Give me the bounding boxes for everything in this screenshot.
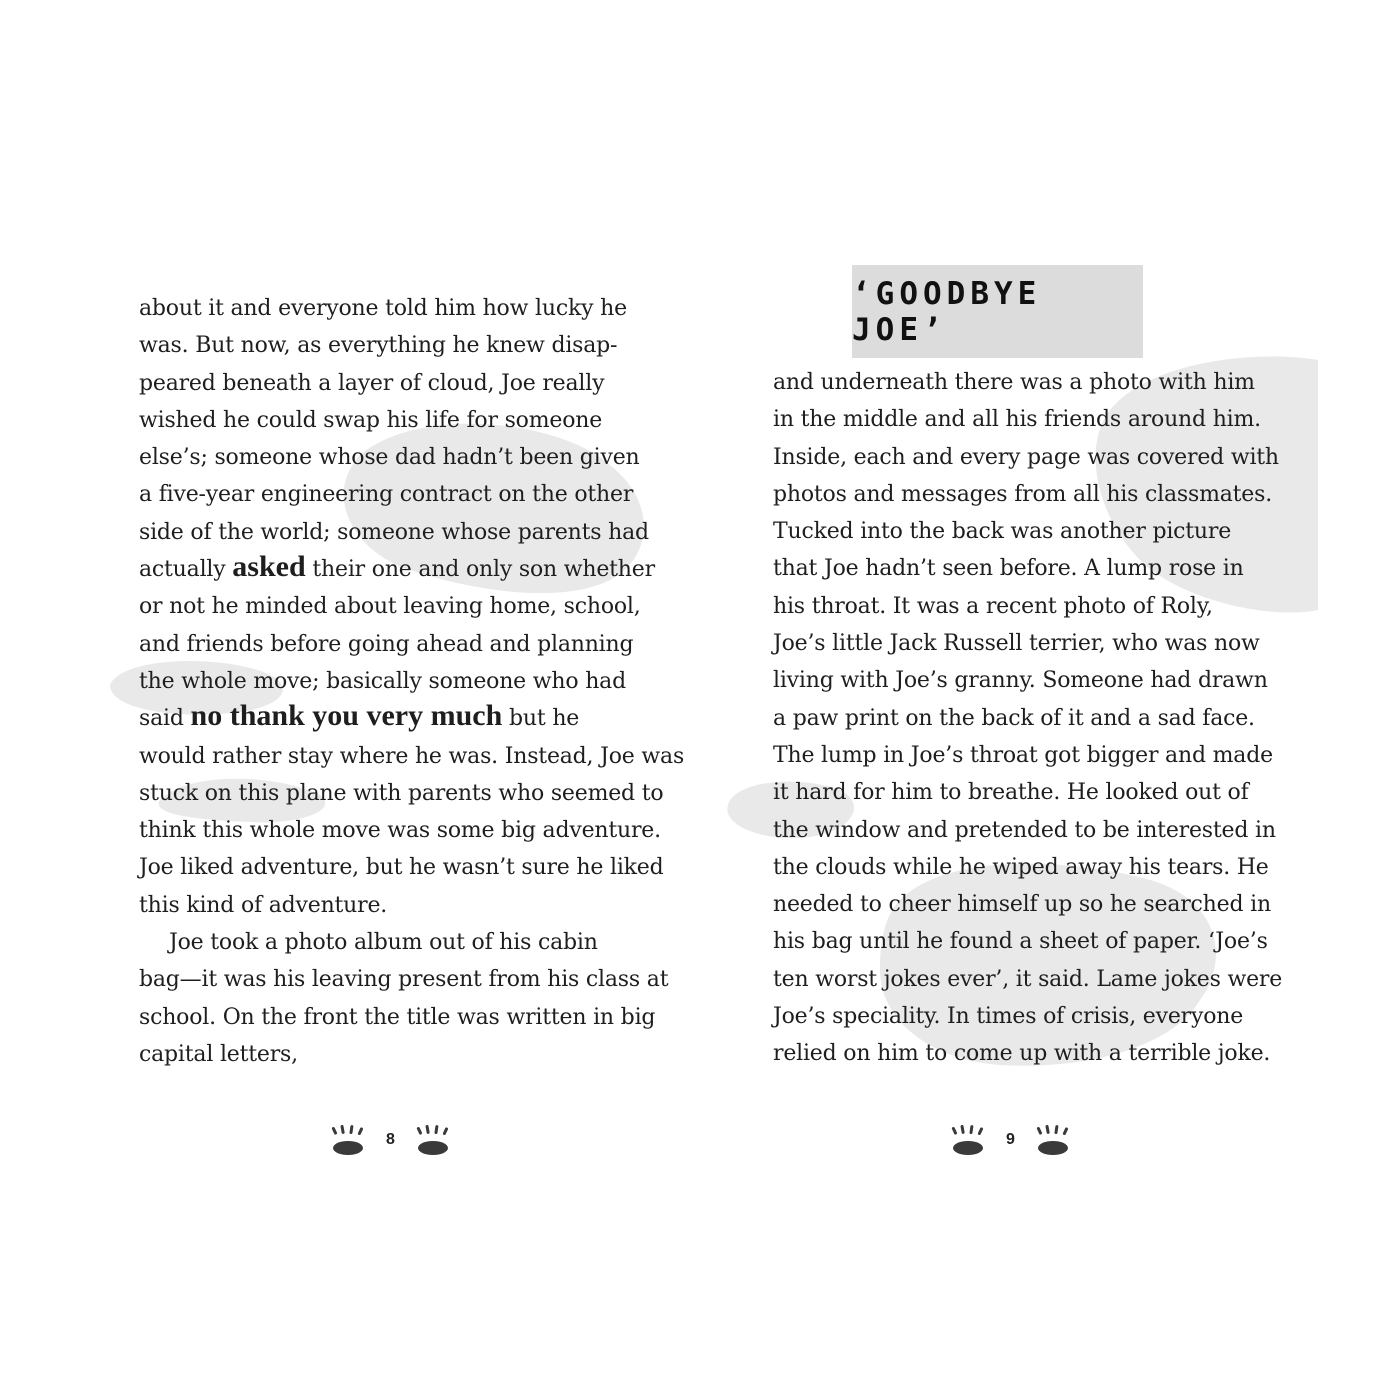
text-line: needed to cheer himself up so he searched in bbox=[773, 892, 1271, 918]
right-page-body bbox=[773, 364, 1283, 1073]
text-line: relied on him to come up with a terrible joke. bbox=[773, 1041, 1271, 1067]
paw-print-icon bbox=[328, 1123, 368, 1157]
album-title: ‘GOODBYE JOE’ bbox=[852, 275, 1042, 348]
text-line: Joe liked adventure, but he wasn’t sure he liked bbox=[139, 855, 664, 881]
text-line: or not he minded about leaving home, school, bbox=[139, 594, 641, 620]
text-line: school. On the front the title was written in big bbox=[139, 1004, 656, 1030]
text-line: Joe’s little Jack Russell terrier, who was now bbox=[773, 631, 1260, 657]
page-number: 8 bbox=[386, 1131, 395, 1148]
text-fragment: said bbox=[139, 706, 191, 732]
text-line: The lump in Joe’s throat got bigger and made bbox=[773, 742, 1273, 768]
text-line: his throat. It was a recent photo of Roly, bbox=[773, 593, 1213, 619]
text-line: stuck on this plane with parents who seemed to bbox=[139, 780, 664, 806]
text-line: in the middle and all his friends around him. bbox=[773, 407, 1261, 433]
text-line: the window and pretended to be interested in bbox=[773, 817, 1276, 843]
text-line: his bag until he found a sheet of paper. ‘Joe’s bbox=[773, 929, 1268, 955]
text-fragment: but he bbox=[502, 706, 580, 732]
text-line: it hard for him to breathe. He looked out of bbox=[773, 780, 1249, 806]
paw-print-icon bbox=[413, 1123, 453, 1157]
text-line: Inside, each and every page was covered with bbox=[773, 444, 1279, 470]
page-footer-right bbox=[948, 1120, 1073, 1160]
emphasized-phrase: no thank you very much bbox=[190, 699, 503, 733]
text-line: wished he could swap his life for someone bbox=[139, 407, 603, 433]
text-line: this kind of adventure. bbox=[139, 892, 388, 918]
text-line bbox=[139, 550, 655, 588]
text-line: the whole move; basically someone who had bbox=[139, 668, 626, 694]
text-line: peared beneath a layer of cloud, Joe really bbox=[139, 370, 605, 396]
page-footer-left bbox=[328, 1120, 453, 1160]
text-line: photos and messages from all his classmates. bbox=[773, 481, 1272, 507]
text-line: living with Joe’s granny. Someone had drawn bbox=[773, 668, 1268, 694]
text-line: else’s; someone whose dad hadn’t been given bbox=[139, 445, 640, 471]
text-line: Tucked into the back was another picture bbox=[773, 519, 1232, 545]
paw-print-icon bbox=[948, 1123, 988, 1157]
text-line: think this whole move was some big adventure. bbox=[139, 818, 661, 844]
text-line: Joe took a photo album out of his cabin bbox=[169, 930, 598, 956]
text-line: a five-year engineering contract on the other bbox=[139, 482, 634, 508]
text-fragment: actually bbox=[139, 557, 233, 583]
text-line: bag—it was his leaving present from his class at bbox=[139, 967, 669, 993]
text-fragment: their one and only son whether bbox=[305, 557, 655, 583]
text-line: was. But now, as everything he knew disap- bbox=[139, 333, 618, 359]
text-line bbox=[139, 700, 639, 737]
left-page-body bbox=[139, 290, 685, 1073]
text-line: side of the world; someone whose parents had bbox=[139, 519, 649, 545]
text-line: a paw print on the back of it and a sad face. bbox=[773, 705, 1255, 731]
text-line: and underneath there was a photo with him bbox=[773, 370, 1255, 395]
text-line: would rather stay where he was. Instead, Joe was bbox=[139, 743, 685, 769]
text-line: that Joe hadn’t seen before. A lump rose in bbox=[773, 556, 1244, 582]
page-number: 9 bbox=[1006, 1131, 1015, 1148]
text-line: ten worst jokes ever’, it said. Lame jokes were bbox=[773, 966, 1283, 992]
text-line: about it and everyone told him how lucky he bbox=[139, 296, 627, 321]
text-line: the clouds while he wiped away his tears. He bbox=[773, 854, 1269, 880]
emphasized-word: asked bbox=[232, 550, 306, 584]
text-line: capital letters, bbox=[139, 1041, 298, 1067]
album-title-box bbox=[852, 265, 1143, 358]
text-line: Joe’s speciality. In times of crisis, everyone bbox=[773, 1004, 1244, 1030]
text-line: and friends before going ahead and planning bbox=[139, 631, 634, 657]
paw-print-icon bbox=[1033, 1123, 1073, 1157]
